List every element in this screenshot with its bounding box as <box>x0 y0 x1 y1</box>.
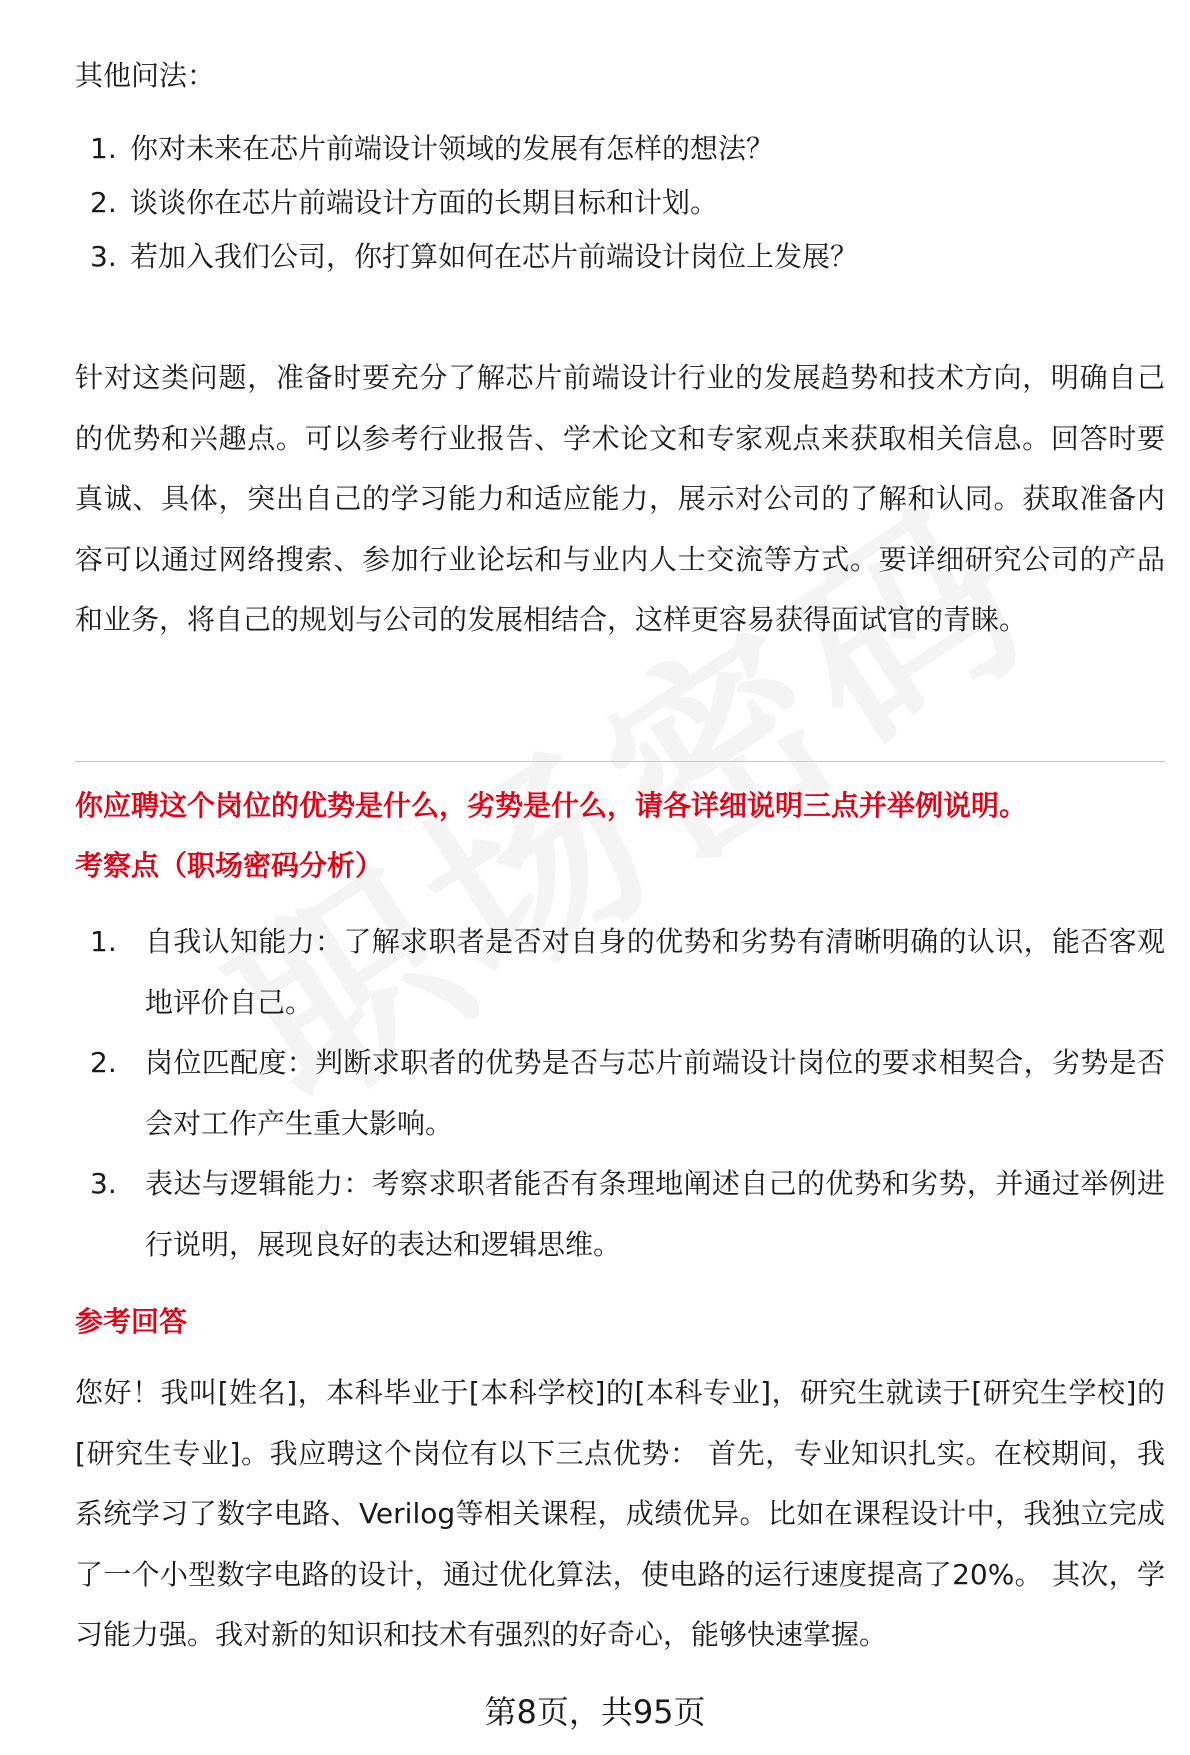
other-question-item <box>90 183 718 223</box>
other-question-item <box>90 129 774 169</box>
advice-paragraph: 针对这类问题，准备时要充分了解芯片前端设计行业的发展趋势和技术方向，明确自己的优势和兴趣点。可以参考行业报告、学术论文和专家观点来获取相关信息。回答时要真诚、具体，突出自己的学习能力和适应能力，展示对公司的了解和认同。获取准备内容可以通过网络搜索、参加行业论坛和与业内人士交流等方式。要详细研究公司的产品和业务，将自己的规划与公司的发展相结合，这样更容易获得面试官的青睐。 <box>75 361 1165 636</box>
list-number: 1. <box>90 925 117 958</box>
section-divider <box>75 761 1165 762</box>
list-text: 岗位匹配度：判断求职者的优势是否与芯片前端设计岗位的要求相契合，劣势是否会对工作产生重大影响。 <box>145 1046 1165 1140</box>
list-text: 你对未来在芯片前端设计领域的发展有怎样的想法？ <box>130 132 775 165</box>
page-number: 第8页，共95页 <box>484 1693 706 1731</box>
answer-heading: 参考回答 <box>75 1305 188 1338</box>
other-questions-heading: 其他问法： <box>75 59 216 92</box>
assessment-point <box>90 912 1165 1033</box>
question-title: 你应聘这个岗位的优势是什么，劣势是什么，请各详细说明三点并举例说明。 <box>75 789 1028 822</box>
list-text: 自我认知能力：了解求职者是否对自身的优势和劣势有清晰明确的认识，能否客观地评价自己。 <box>145 925 1165 1019</box>
list-text: 若加入我们公司，你打算如何在芯片前端设计岗位上发展？ <box>130 240 859 273</box>
list-number: 2. <box>90 186 117 219</box>
list-number: 3. <box>90 240 117 273</box>
list-text: 谈谈你在芯片前端设计方面的长期目标和计划。 <box>130 186 719 219</box>
list-number: 2. <box>90 1046 117 1079</box>
assessment-point <box>90 1033 1165 1154</box>
assessment-point <box>90 1154 1165 1275</box>
answer-paragraph: 您好！我叫[姓名]，本科毕业于[本科学校]的[本科专业]，研究生就读于[研究生学校]的[研究生专业]。我应聘这个岗位有以下三点优势： 首先，专业知识扎实。在校期间，我系统学习了数字电路、Verilog等相关课程，成绩优异。比如在课程设计中，我独立完成了一个小型数字电路的设计，通过优化算法，使电路的运行速度提高了20%。 其次，学习能力强。我对新的知识和技术有强烈的好奇心，能够快速掌握。 <box>75 1376 1165 1651</box>
list-number: 3. <box>90 1167 117 1200</box>
list-text: 表达与逻辑能力：考察求职者能否有条理地阐述自己的优势和劣势，并通过举例进行说明，展现良好的表达和逻辑思维。 <box>145 1167 1165 1261</box>
list-number: 1. <box>90 132 117 165</box>
other-question-item <box>90 237 858 277</box>
assessment-heading: 考察点（职场密码分析） <box>75 849 384 882</box>
